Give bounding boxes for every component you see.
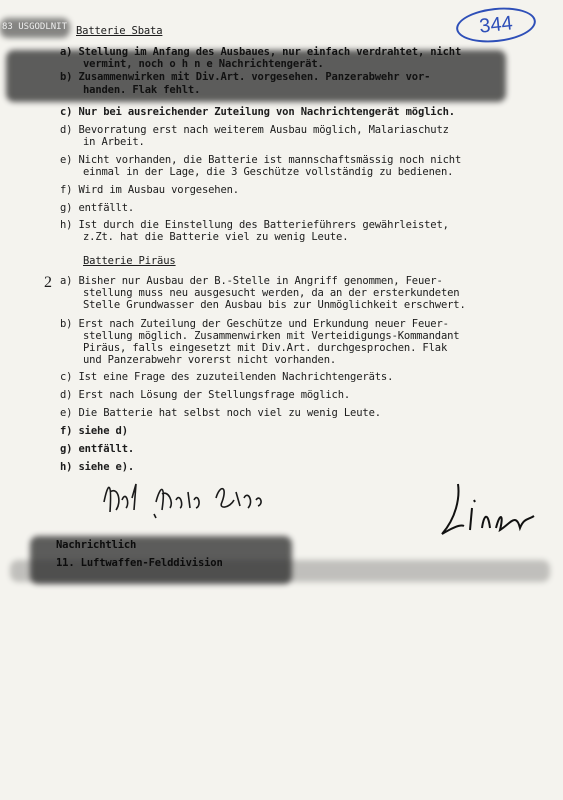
s2-line-3: Stelle Grundwasser den Ausbau bis zur Unmöglichkeit erschwert. [83, 299, 466, 311]
section-title-piraeus: Batterie Piräus [83, 255, 176, 267]
s1-line-9: einmal in der Lage, die 3 Geschütze vollständig zu bedienen. [83, 166, 454, 178]
section-title-sbata: Batterie Sbata [76, 25, 163, 37]
s2-line-10: e) Die Batterie hat selbst noch viel zu wenig Leute. [60, 407, 381, 419]
s2-line-7: und Panzerabwehr vorerst nicht vorhanden. [83, 354, 337, 366]
s2-line-6: Piräus, falls eingesetzt mit Div.Art. durchgesprochen. Flak [83, 342, 448, 354]
s2-line-5: stellung möglich. Zusammenwirken mit Verteidigungs-Kommandant [83, 330, 460, 342]
s2-line-2: stellung muss neu ausgesucht werden, da an der ersterkundeten [83, 287, 460, 299]
s1-line-5: c) Nur bei ausreichender Zuteilung von Nachrichtengerät möglich. [60, 106, 455, 118]
s1-line-13: z.Zt. hat die Batterie viel zu wenig Leute. [83, 231, 349, 243]
corner-code: 83 USGODLNIT [2, 22, 68, 32]
s2-line-11: f) siehe d) [60, 425, 128, 437]
s2-line-1: a) Bisher nur Ausbau der B.-Stelle in Angriff genommen, Feuer- [60, 275, 443, 287]
distribution-label: Nachrichtlich [56, 539, 137, 551]
s2-line-9: d) Erst nach Lösung der Stellungsfrage möglich. [60, 389, 351, 401]
handwritten-signature [430, 478, 550, 548]
s1-line-2: vermint, noch o h n e Nachrichtengerät. [83, 58, 324, 70]
s1-line-6: d) Bevorratung erst nach weiterem Ausbau möglich, Malariaschutz [60, 124, 449, 136]
s2-line-13: h) siehe e). [60, 461, 135, 473]
s1-line-11: g) entfällt. [60, 202, 135, 214]
handwritten-initials [96, 472, 276, 522]
s1-line-10: f) Wird im Ausbau vorgesehen. [60, 184, 239, 196]
page-number-stamp: 344 [454, 4, 537, 46]
s2-line-12: g) entfällt. [60, 443, 135, 455]
s1-line-4: handen. Flak fehlt. [83, 84, 201, 96]
s1-line-8: e) Nicht vorhanden, die Batterie ist mannschaftsmässig noch nicht [60, 154, 462, 166]
margin-number: 2 [44, 274, 52, 291]
s1-line-12: h) Ist durch die Einstellung des Batterieführers gewährleistet, [60, 219, 449, 231]
s2-line-8: c) Ist eine Frage des zuzuteilenden Nachrichtengeräts. [60, 371, 394, 383]
s2-line-4: b) Erst nach Zuteilung der Geschütze und Erkundung neuer Feuer- [60, 318, 449, 330]
s1-line-3: b) Zusammenwirken mit Div.Art. vorgesehen. Panzerabwehr vor- [60, 71, 431, 83]
s1-line-7: in Arbeit. [83, 136, 145, 148]
s1-line-1: a) Stellung im Anfang des Ausbaues, nur einfach verdrahtet, nicht [60, 46, 462, 58]
distribution-recipient: 11. Luftwaffen-Felddivision [56, 557, 223, 569]
